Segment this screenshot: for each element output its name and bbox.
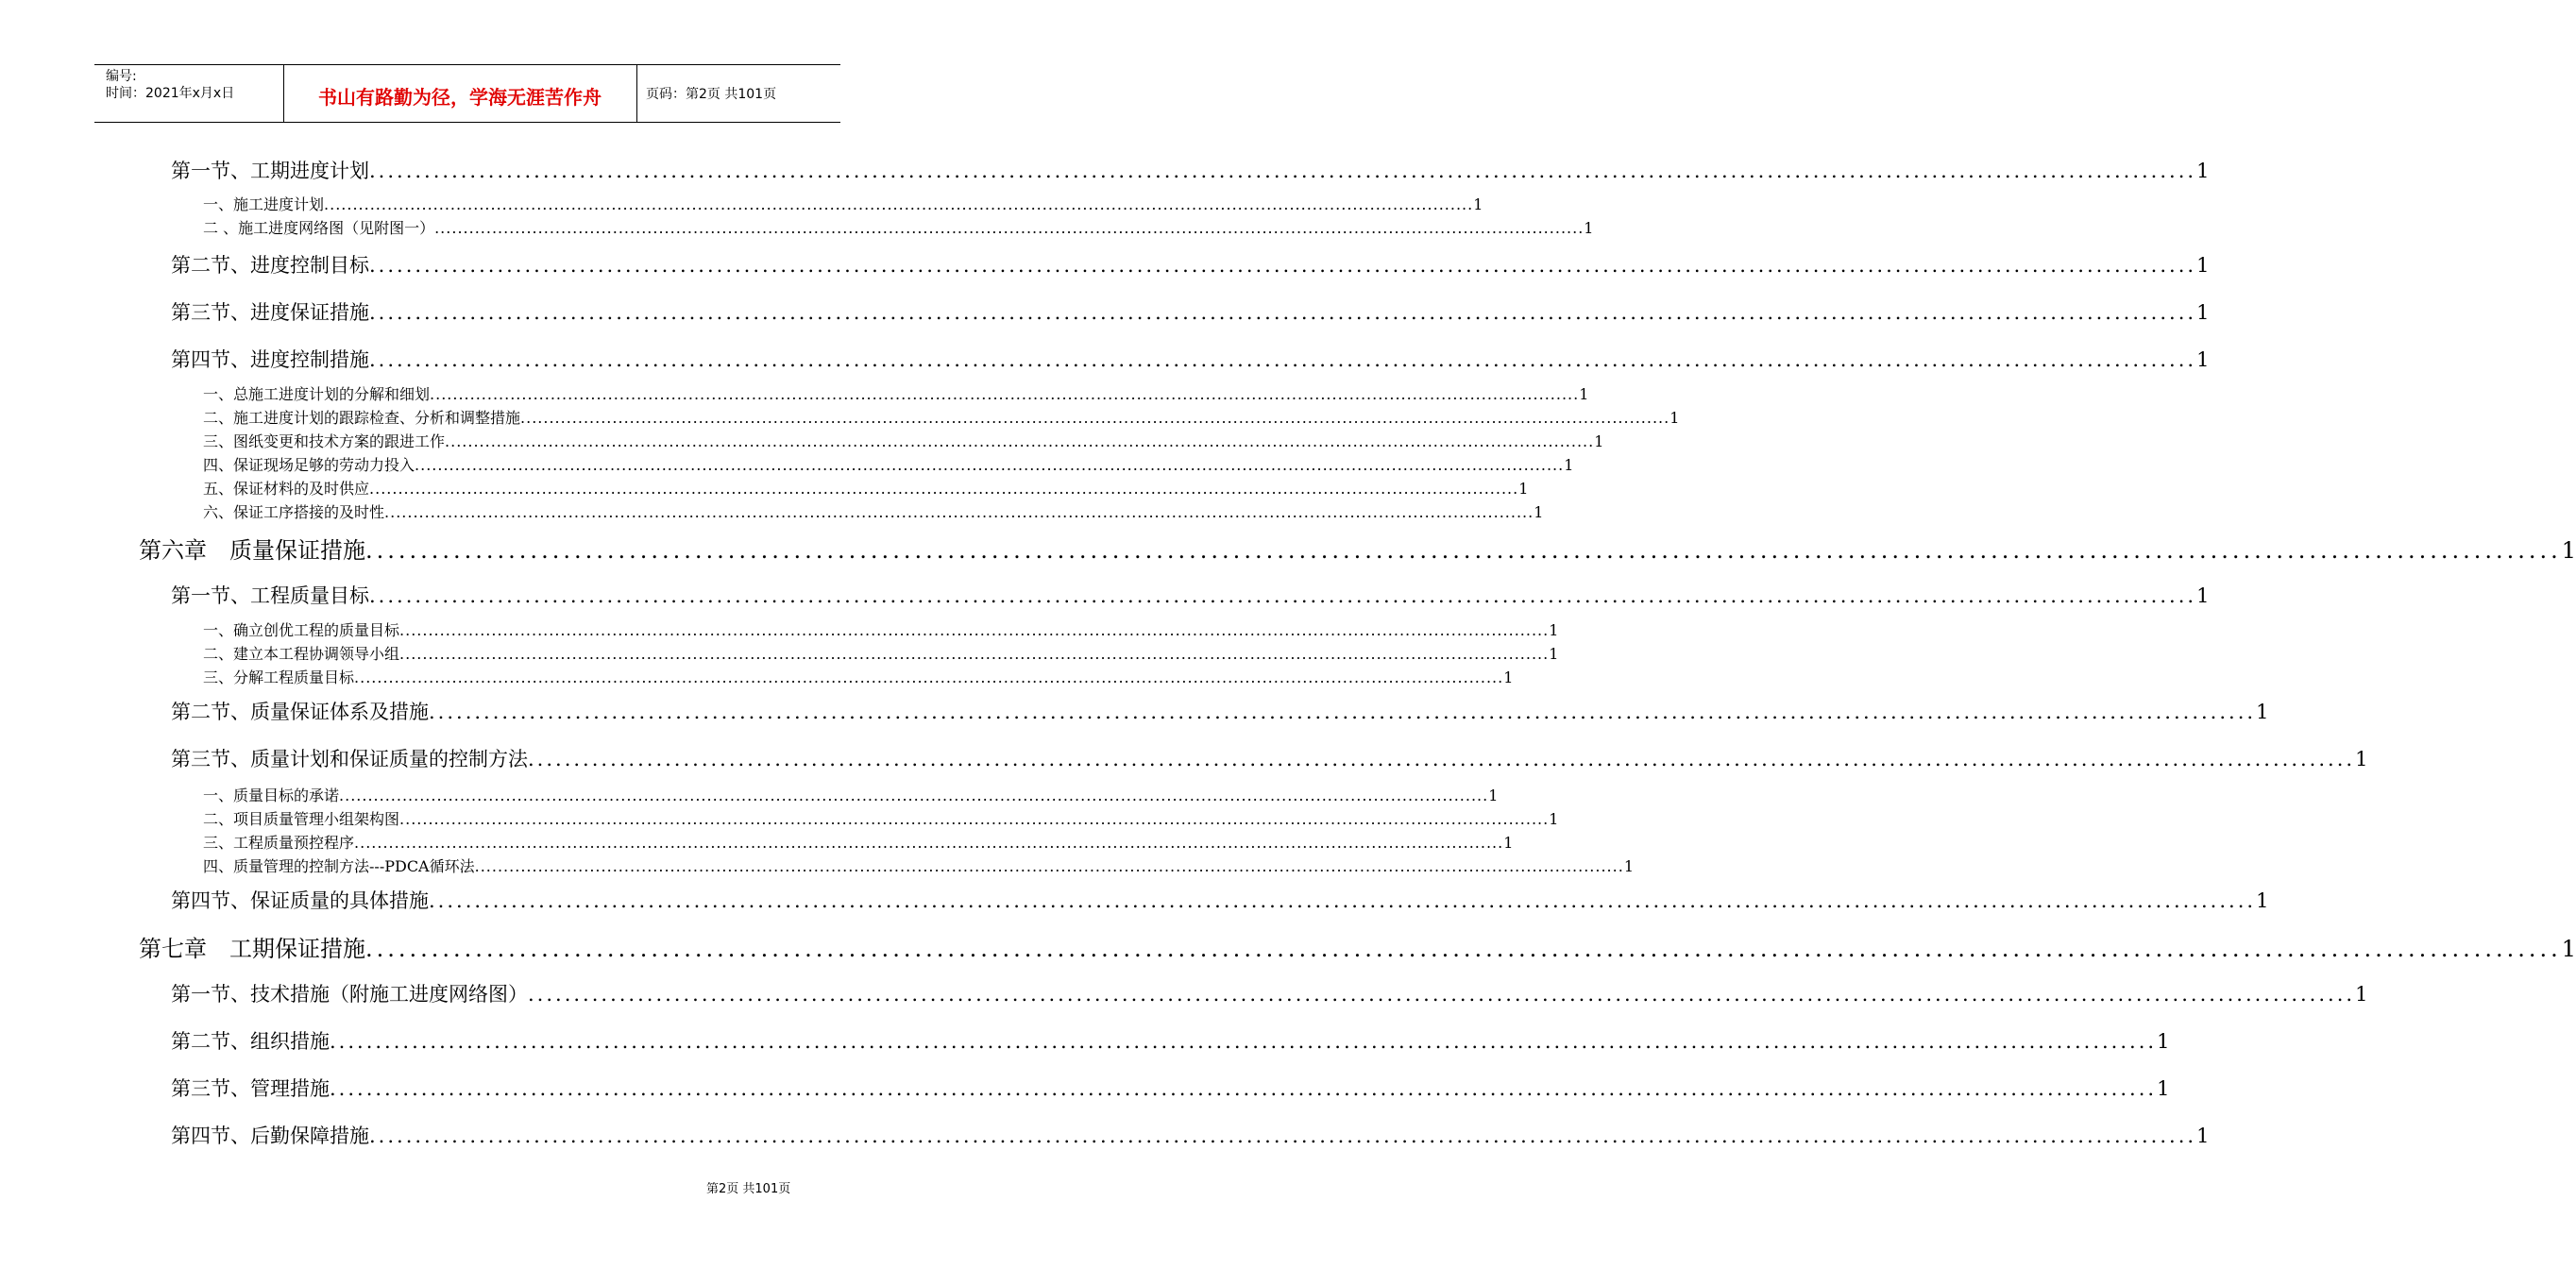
toc-entry[interactable] [203,216,1594,237]
toc-entry-page: 1 [2196,1125,2210,1147]
toc-entry-title: 第一节、技术措施（附施工进度网络图） [171,983,528,1006]
toc-dot-leader: ........................................................................................................................................................................................................ [429,889,2257,912]
toc-entry-title: 五、保证材料的及时供应 [203,480,370,498]
toc-dot-leader: ........................................................................................................................................................................................................ [330,1030,2158,1053]
toc-dot-leader: ........................................................................................................................................................................................................ [474,857,1624,875]
toc-entry[interactable] [203,500,1544,521]
toc-dot-leader: ........................................................................................................................................................................................................ [354,668,1504,686]
toc-entry[interactable] [203,453,1574,474]
toc-entry-title: 二 、施工进度网络图（见附图一） [203,219,435,237]
toc-entry-title: 第二节、质量保证体系及措施 [171,701,429,723]
toc-dot-leader: ........................................................................................................................................................................................................ [324,195,1474,213]
toc-dot-leader: ........................................................................................................................................................................................................ [369,480,1519,498]
toc-dot-leader: ........................................................................................................................................................................................................ [354,834,1504,852]
toc-entry-title: 三、工程质量预控程序 [203,834,355,852]
toc-entry[interactable] [171,345,2210,371]
footer-page-number: 第2页 共101页 [706,1182,791,1196]
header-page-cell [636,65,840,122]
toc-entry-page: 1 [1534,503,1544,521]
toc-dot-leader: ........................................................................................................................................................................................................ [384,503,1534,521]
document-number-label: 编号: [106,69,137,84]
toc-dot-leader: ........................................................................................................................................................................................................ [430,385,1580,403]
toc-entry[interactable] [171,744,2368,770]
toc-entry-title: 第四节、后勤保障措施 [171,1125,369,1147]
toc-entry[interactable] [171,1121,2210,1147]
toc-entry-page: 1 [2196,254,2210,277]
toc-entry-page: 1 [1594,432,1604,450]
header-motto-cell [283,65,637,122]
toc-dot-leader: ........................................................................................................................................................................................................ [415,456,1565,474]
toc-entry-title: 二、施工进度计划的跟踪检查、分析和调整措施 [203,409,521,427]
toc-dot-leader: ........................................................................................................................................................................................................ [399,810,1550,828]
toc-entry[interactable] [171,297,2210,324]
toc-entry-page: 1 [2157,1077,2170,1100]
toc-entry-page: 1 [2256,701,2269,723]
toc-dot-leader: ........................................................................................................................................................................................................ [369,348,2197,371]
toc-dot-leader: ........................................................................................................................................................................................................ [330,1077,2158,1100]
toc-entry[interactable] [171,1074,2170,1100]
toc-entry-page: 1 [2355,748,2368,770]
toc-entry[interactable] [171,581,2210,607]
toc-entry-page: 1 [2196,301,2210,324]
toc-entry[interactable] [203,854,1634,875]
header-page-info: 页码：第2页 共101页 [646,87,777,102]
toc-dot-leader: ........................................................................................................................................................................................................ [528,983,2356,1006]
toc-entry-title: 第三节、管理措施 [171,1077,330,1100]
toc-entry-page: 1 [1579,385,1589,403]
toc-entry-page: 1 [2561,936,2576,962]
toc-entry-title: 第六章 质量保证措施 [139,537,365,564]
toc-entry-title: 六、保证工序搭接的及时性 [203,503,385,521]
toc-dot-leader: ........................................................................................................................................................................................................ [369,160,2197,182]
toc-entry[interactable] [171,250,2210,277]
toc-dot-leader: ........................................................................................................................................................................................................ [369,254,2197,277]
toc-entry-page: 1 [1669,409,1680,427]
toc-entry-title: 一、施工进度计划 [203,195,325,213]
toc-entry-title: 第四节、进度控制措施 [171,348,369,371]
toc-entry-page: 1 [1518,480,1529,498]
toc-entry-page: 1 [1503,834,1514,852]
toc-dot-leader: ........................................................................................................................................................................................................ [528,748,2356,770]
toc-dot-leader: ........................................................................................................................................................................................................ [365,537,2562,564]
toc-entry-title: 三、图纸变更和技术方案的跟进工作 [203,432,446,450]
header-meta-cell [94,65,284,122]
toc-entry-page: 1 [1549,810,1559,828]
toc-dot-leader: ........................................................................................................................................................................................................ [520,409,1670,427]
toc-entry-page: 1 [2561,537,2576,564]
toc-entry-title: 二、项目质量管理小组架构图 [203,810,400,828]
toc-dot-leader: ........................................................................................................................................................................................................ [399,645,1550,663]
toc-dot-leader: ........................................................................................................................................................................................................ [399,621,1550,639]
toc-entry-title: 第四节、保证质量的具体措施 [171,889,429,912]
toc-entry-title: 一、总施工进度计划的分解和细划 [203,385,431,403]
toc-dot-leader: ........................................................................................................................................................................................................ [365,936,2562,962]
toc-dot-leader: ........................................................................................................................................................................................................ [369,1125,2197,1147]
toc-entry[interactable] [171,156,2210,182]
toc-entry-page: 1 [1584,219,1594,237]
document-time-label: 时间：2021年x月x日 [106,86,235,101]
toc-entry[interactable] [203,193,1483,213]
toc-entry-page: 1 [1473,195,1483,213]
toc-entry-page: 1 [1549,621,1559,639]
toc-entry-page: 1 [1488,787,1499,804]
toc-entry-title: 第二节、组织措施 [171,1030,330,1053]
toc-entry[interactable] [203,666,1514,686]
toc-entry-page: 1 [2196,160,2210,182]
toc-entry[interactable] [203,807,1559,828]
toc-entry-page: 1 [1549,645,1559,663]
toc-entry[interactable] [171,886,2269,912]
toc-entry[interactable] [171,979,2368,1006]
toc-entry-title: 第三节、质量计划和保证质量的控制方法 [171,748,528,770]
toc-dot-leader: ........................................................................................................................................................................................................ [445,432,1595,450]
toc-dot-leader: ........................................................................................................................................................................................................ [429,701,2257,723]
toc-entry[interactable] [171,697,2269,723]
toc-entry[interactable] [203,831,1514,852]
toc-entry[interactable] [203,477,1529,498]
toc-dot-leader: ........................................................................................................................................................................................................ [369,584,2197,607]
toc-entry[interactable] [203,642,1559,663]
toc-entry-page: 1 [2157,1030,2170,1053]
toc-entry-title: 四、保证现场足够的劳动力投入 [203,456,415,474]
toc-entry[interactable] [139,930,2576,962]
toc-entry[interactable] [203,784,1499,804]
toc-entry-title: 三、分解工程质量目标 [203,668,355,686]
toc-entry-page: 1 [2355,983,2368,1006]
toc-entry[interactable] [203,430,1604,450]
toc-entry-page: 1 [2196,584,2210,607]
toc-entry-title: 四、质量管理的控制方法---PDCA循环法 [203,857,475,875]
toc-entry[interactable] [203,406,1680,427]
toc-entry[interactable] [171,1026,2170,1053]
toc-entry-title: 第七章 工期保证措施 [139,936,365,962]
page-header [94,64,840,123]
header-motto: 书山有路勤为径，学海无涯苦作舟 [318,86,602,109]
toc-entry-page: 1 [2256,889,2269,912]
toc-entry-title: 二、建立本工程协调领导小组 [203,645,400,663]
toc-dot-leader: ........................................................................................................................................................................................................ [434,219,1585,237]
toc-entry[interactable] [203,382,1589,403]
toc-entry[interactable] [203,618,1559,639]
toc-dot-leader: ........................................................................................................................................................................................................ [369,301,2197,324]
toc-entry-page: 1 [2196,348,2210,371]
toc-entry-page: 1 [1623,857,1634,875]
toc-entry-title: 第三节、进度保证措施 [171,301,369,324]
toc-dot-leader: ........................................................................................................................................................................................................ [339,787,1489,804]
toc-entry-page: 1 [1564,456,1574,474]
toc-entry-title: 一、质量目标的承诺 [203,787,340,804]
toc-entry-title: 第一节、工期进度计划 [171,160,369,182]
toc-entry-title: 第二节、进度控制目标 [171,254,369,277]
toc-entry-title: 一、确立创优工程的质量目标 [203,621,400,639]
toc-entry-title: 第一节、工程质量目标 [171,584,369,607]
toc-entry-page: 1 [1503,668,1514,686]
toc-entry[interactable] [139,532,2576,564]
